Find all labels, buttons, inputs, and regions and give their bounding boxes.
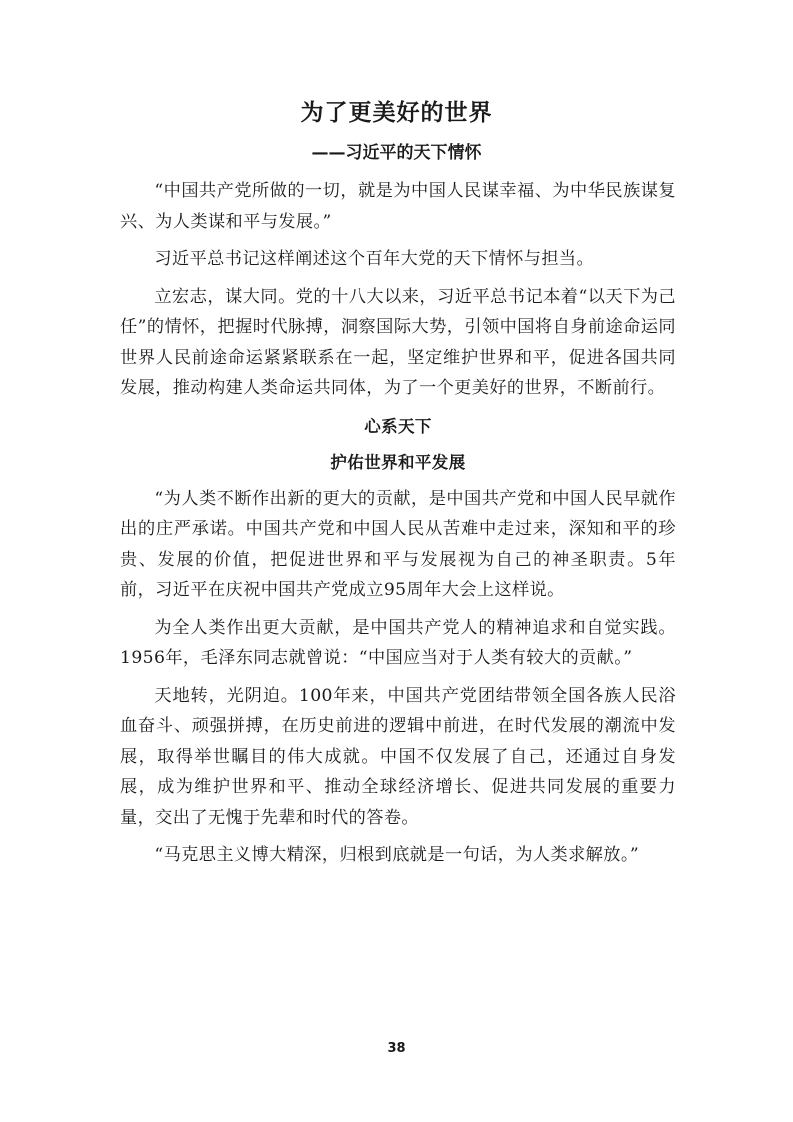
section-subheading: 护佑世界和平发展: [330, 452, 466, 472]
paragraph: 为全人类作出更大贡献，是中国共产党人的精神追求和自觉实践。1956年，毛泽东同志就曾说：“中国应当对于人类有较大的贡献。”: [120, 617, 676, 668]
paragraph: 立宏志，谋大同。党的十八大以来，习近平总书记本着“以天下为己任”的情怀，把握时代脉搏，洞察国际大势，引领中国将自身前途命运同世界人民前途命运紧紧联系在一起，坚定维护世界和平，促进各国共同发展，推动构建人类命运共同体，为了一个更美好的世界，不断前行。: [120, 286, 676, 398]
paragraph: “马克思主义博大精深，归根到底就是一句话，为人类求解放。”: [154, 845, 640, 865]
paragraph: “为人类不断作出新的更大的贡献，是中国共产党和中国人民早就作出的庄严承诺。中国共产党和中国人民从苦难中走过来，深知和平的珍贵、发展的价值，把促进世界和平与发展视为自己的神圣职责。5年前，习近平在庆祝中国共产党成立95周年大会上这样说。: [120, 488, 676, 600]
article-subtitle: ——习近平的天下情怀: [311, 143, 482, 163]
section-heading: 心系天下: [364, 416, 432, 436]
paragraph: 天地转，光阴迫。100年来，中国共产党团结带领全国各族人民浴血奋斗、顽强拼搏，在历史前进的逻辑中前进，在时代发展的潮流中发展，取得举世瞩目的伟大成就。中国不仅发展了自己，还通过自身发展，成为维护世界和平、推动全球经济增长、促进共同发展的重要力量，交出了无愧于先辈和时代的答卷。: [120, 685, 676, 828]
paragraph: “中国共产党所做的一切，就是为中国人民谋幸福、为中华民族谋复兴、为人类谋和平与发展。”: [120, 181, 676, 232]
paragraph: 习近平总书记这样阐述这个百年大党的天下情怀与担当。: [154, 249, 595, 269]
page-number: 38: [387, 1041, 406, 1056]
article-body: [120, 176, 676, 878]
article-title: 为了更美好的世界: [300, 100, 493, 126]
